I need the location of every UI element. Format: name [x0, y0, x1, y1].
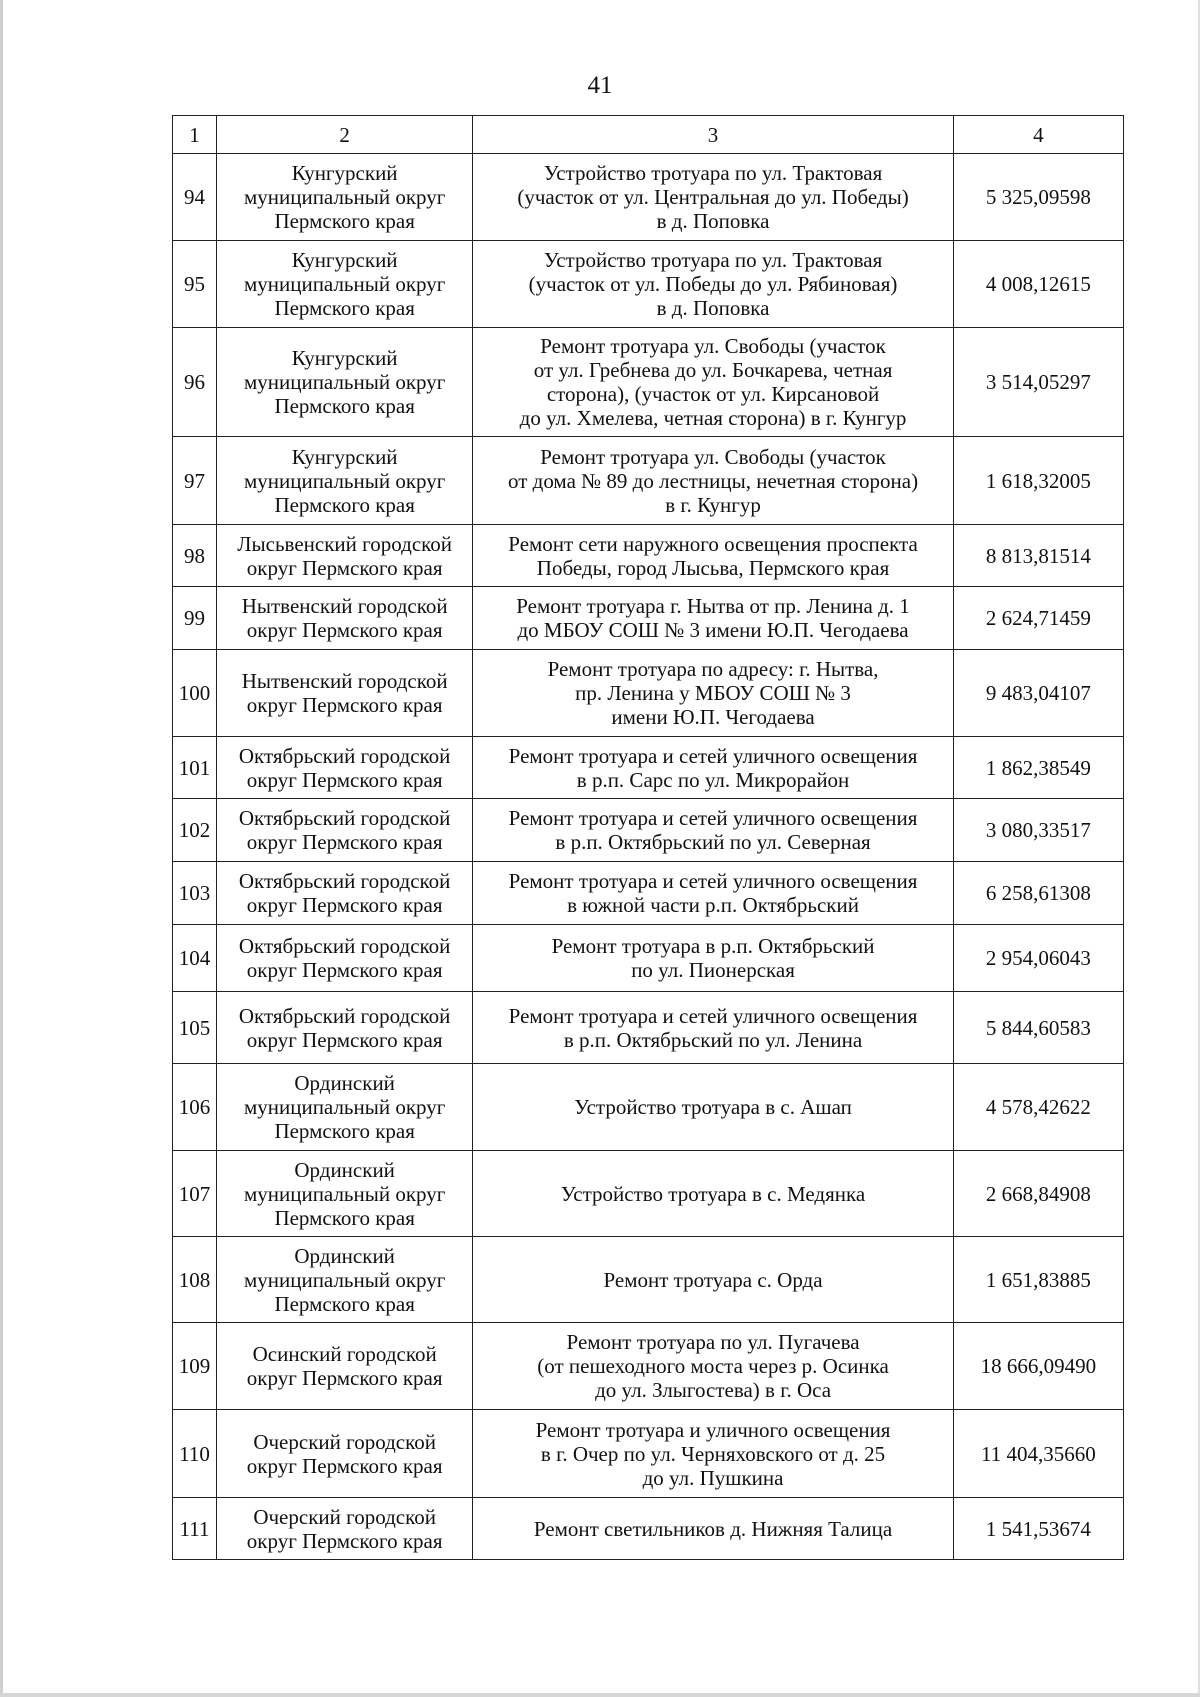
amount-cell: 1 541,53674: [953, 1498, 1123, 1560]
description-cell: [473, 737, 954, 799]
municipality-cell: [217, 328, 473, 437]
description-cell: [473, 241, 954, 328]
table-row: [173, 1498, 1124, 1560]
description-cell: [473, 799, 954, 862]
description-line: Ремонт сети наружного освещения проспекта: [508, 531, 918, 556]
description-cell: [473, 1151, 954, 1237]
municipality-line: муниципальный округ: [243, 468, 446, 493]
header-row: [173, 116, 1124, 154]
description-line: по ул. Пионерская: [631, 958, 795, 982]
description-line: до ул. Злыгостева) в г. Оса: [595, 1378, 832, 1402]
description-line: Ремонт тротуара и сетей уличного освещения: [508, 806, 918, 830]
description-line: от дома № 89 до лестницы, нечетная сторона): [507, 468, 919, 493]
municipality-line: Очерский городской: [253, 1429, 436, 1454]
municipality-cell: [217, 799, 473, 862]
table-row: [173, 1064, 1124, 1151]
description-line: до ул. Хмелева, четная сторона) в г. Кунгур: [519, 406, 907, 430]
description-line: Устройство тротуара по ул. Трактовая: [543, 161, 883, 185]
municipality-line: Пермского края: [274, 492, 415, 517]
row-number-cell: 98: [173, 525, 217, 587]
municipality-cell: [217, 650, 473, 737]
scan-edge-left: [0, 0, 3, 1697]
description-line: Ремонт тротуара с. Орда: [603, 1267, 823, 1292]
table-row: [173, 862, 1124, 925]
description-line: в р.п. Октябрьский по ул. Ленина: [563, 1027, 863, 1052]
description-cell: [473, 1498, 954, 1560]
municipality-line: Пермского края: [274, 1291, 415, 1316]
municipality-cell: [217, 862, 473, 925]
municipality-cell: [217, 737, 473, 799]
description-line: Устройство тротуара по ул. Трактовая: [543, 248, 883, 272]
amount-cell: 1 651,83885: [953, 1237, 1123, 1323]
description-line: Ремонт светильников д. Нижняя Талица: [533, 1516, 893, 1541]
table-row: [173, 241, 1124, 328]
description-cell: [473, 587, 954, 650]
municipality-line: Лысьвенский городской: [237, 531, 453, 556]
row-number-cell: 95: [173, 241, 217, 328]
amount-cell: 4 008,12615: [953, 241, 1123, 328]
description-line: в р.п. Сарс по ул. Микрорайон: [576, 767, 850, 792]
table-row: [173, 1410, 1124, 1498]
row-number-cell: 110: [173, 1410, 217, 1498]
municipality-cell: [217, 1323, 473, 1410]
municipality-cell: [217, 587, 473, 650]
description-line: до ул. Пушкина: [642, 1465, 784, 1490]
municipality-line: Пермского края: [274, 394, 415, 418]
header-cell-4: 4: [953, 116, 1123, 154]
amount-cell: 4 578,42622: [953, 1064, 1123, 1151]
description-line: от ул. Гребнева до ул. Бочкарева, четная: [533, 358, 893, 382]
description-line: в р.п. Октябрьский по ул. Северная: [555, 830, 871, 854]
table-body: [173, 116, 1124, 1560]
municipality-line: Кунгурский: [291, 444, 398, 469]
description-line: Ремонт тротуара по адресу: г. Нытва,: [547, 657, 879, 681]
municipality-line: округ Пермского края: [246, 958, 443, 982]
amount-cell: 1 862,38549: [953, 737, 1123, 799]
description-line: (участок от ул. Центральная до ул. Победы): [517, 185, 909, 209]
municipality-line: Пермского края: [274, 1119, 415, 1143]
municipality-line: округ Пермского края: [246, 1027, 443, 1052]
municipality-line: Кунгурский: [291, 248, 398, 272]
row-number-cell: 108: [173, 1237, 217, 1323]
description-cell: [473, 1064, 954, 1151]
municipality-line: Пермского края: [274, 209, 415, 233]
municipality-line: Ординский: [294, 1157, 395, 1182]
municipality-line: округ Пермского края: [246, 618, 443, 642]
row-number-cell: 105: [173, 992, 217, 1064]
municipality-cell: [217, 925, 473, 992]
description-line: Ремонт тротуара по ул. Пугачева: [566, 1330, 860, 1354]
table-row: [173, 154, 1124, 241]
municipality-line: Очерский городской: [253, 1504, 436, 1529]
amount-cell: 3 080,33517: [953, 799, 1123, 862]
municipality-line: округ Пермского края: [246, 767, 443, 792]
row-number-cell: 100: [173, 650, 217, 737]
municipality-line: Кунгурский: [291, 346, 398, 370]
municipality-cell: [217, 1064, 473, 1151]
municipality-line: Октябрьский городской: [238, 743, 451, 768]
description-cell: [473, 1410, 954, 1498]
description-line: Устройство тротуара в с. Ашап: [574, 1095, 852, 1119]
table-row: [173, 1151, 1124, 1237]
municipality-line: округ Пермского края: [246, 830, 443, 854]
municipality-cell: [217, 1237, 473, 1323]
description-line: (участок от ул. Победы до ул. Рябиновая): [528, 272, 898, 296]
row-number-cell: 99: [173, 587, 217, 650]
municipality-line: округ Пермского края: [246, 1528, 443, 1553]
header-cell-1: 1: [173, 116, 217, 154]
municipality-cell: [217, 1498, 473, 1560]
table-row: [173, 328, 1124, 437]
amount-cell: 2 668,84908: [953, 1151, 1123, 1237]
municipality-cell: [217, 1151, 473, 1237]
amount-cell: 9 483,04107: [953, 650, 1123, 737]
row-number-cell: 106: [173, 1064, 217, 1151]
description-line: имени Ю.П. Чегодаева: [611, 705, 815, 729]
amount-cell: 18 666,09490: [953, 1323, 1123, 1410]
description-cell: [473, 992, 954, 1064]
description-cell: [473, 1323, 954, 1410]
row-number-cell: 104: [173, 925, 217, 992]
row-number-cell: 94: [173, 154, 217, 241]
table-row: [173, 437, 1124, 525]
page-number: 41: [587, 72, 613, 99]
municipality-line: Нытвенский городской: [241, 669, 448, 693]
description-line: в д. Поповка: [656, 209, 770, 233]
amount-cell: 2 954,06043: [953, 925, 1123, 992]
municipality-line: Кунгурский: [291, 161, 398, 185]
amount-cell: 11 404,35660: [953, 1410, 1123, 1498]
description-line: Ремонт тротуара и сетей уличного освещения: [508, 743, 918, 768]
description-cell: [473, 1237, 954, 1323]
amount-cell: 1 618,32005: [953, 437, 1123, 525]
description-line: пр. Ленина у МБОУ СОШ № 3: [575, 681, 851, 705]
municipality-line: округ Пермского края: [246, 1366, 443, 1390]
row-number-cell: 97: [173, 437, 217, 525]
row-number-cell: 109: [173, 1323, 217, 1410]
row-number-cell: 96: [173, 328, 217, 437]
description-cell: [473, 650, 954, 737]
description-line: в д. Поповка: [656, 296, 770, 320]
municipality-cell: [217, 525, 473, 587]
description-line: Ремонт тротуара в р.п. Октябрьский: [551, 934, 875, 958]
amount-cell: 5 325,09598: [953, 154, 1123, 241]
municipality-line: Осинский городской: [252, 1342, 437, 1366]
description-cell: [473, 328, 954, 437]
municipality-line: Ординский: [294, 1071, 395, 1095]
municipality-line: муниципальный округ: [243, 1267, 446, 1292]
municipality-line: муниципальный округ: [243, 1095, 446, 1119]
table-row: [173, 799, 1124, 862]
municipality-line: округ Пермского края: [246, 693, 443, 717]
municipality-line: округ Пермского края: [246, 1453, 443, 1478]
municipality-line: округ Пермского края: [246, 893, 443, 917]
table-row: [173, 1237, 1124, 1323]
description-line: (от пешеходного моста через р. Осинка: [537, 1354, 889, 1378]
header-cell-2: 2: [217, 116, 473, 154]
description-line: в южной части р.п. Октябрьский: [567, 893, 859, 917]
description-line: Устройство тротуара в с. Медянка: [560, 1181, 866, 1206]
description-line: Ремонт тротуара г. Нытва от пр. Ленина д. 1: [516, 594, 910, 618]
description-line: Ремонт тротуара ул. Свободы (участок: [540, 444, 886, 469]
description-cell: [473, 437, 954, 525]
amount-cell: 5 844,60583: [953, 992, 1123, 1064]
description-line: Ремонт тротуара и сетей уличного освещения: [508, 869, 918, 893]
row-number-cell: 111: [173, 1498, 217, 1560]
description-line: до МБОУ СОШ № 3 имени Ю.П. Чегодаева: [517, 618, 909, 642]
amount-cell: 3 514,05297: [953, 328, 1123, 437]
description-line: в г. Очер по ул. Черняховского от д. 25: [540, 1441, 886, 1466]
municipality-line: муниципальный округ: [243, 370, 446, 394]
description-cell: [473, 925, 954, 992]
municipality-line: Октябрьский городской: [238, 869, 451, 893]
municipality-cell: [217, 241, 473, 328]
row-number-cell: 103: [173, 862, 217, 925]
description-line: Ремонт тротуара ул. Свободы (участок: [540, 334, 886, 358]
municipality-line: Пермского края: [274, 296, 415, 320]
municipality-line: Пермского края: [274, 1205, 415, 1230]
municipality-line: муниципальный округ: [243, 185, 446, 209]
table-row: [173, 650, 1124, 737]
header-cell-3: 3: [473, 116, 954, 154]
description-line: Ремонт тротуара и уличного освещения: [535, 1417, 891, 1442]
description-cell: [473, 525, 954, 587]
municipality-cell: [217, 1410, 473, 1498]
municipality-cell: [217, 992, 473, 1064]
description-line: сторона), (участок от ул. Кирсановой: [546, 382, 880, 406]
table-row: [173, 1323, 1124, 1410]
municipality-line: Октябрьский городской: [238, 806, 451, 830]
table-row: [173, 587, 1124, 650]
municipality-line: Октябрьский городской: [238, 934, 451, 958]
row-number-cell: 107: [173, 1151, 217, 1237]
scan-edge-bottom: [0, 1693, 1200, 1697]
municipality-line: Октябрьский городской: [238, 1003, 451, 1028]
municipality-line: Ординский: [294, 1243, 395, 1268]
table-row: [173, 737, 1124, 799]
row-number-cell: 102: [173, 799, 217, 862]
description-line: в г. Кунгур: [665, 492, 761, 517]
amount-cell: 6 258,61308: [953, 862, 1123, 925]
table-row: [173, 525, 1124, 587]
row-number-cell: 101: [173, 737, 217, 799]
projects-table: [172, 115, 1124, 1560]
description-line: Победы, город Лысьва, Пермского края: [536, 555, 890, 580]
table-row: [173, 992, 1124, 1064]
amount-cell: 2 624,71459: [953, 587, 1123, 650]
municipality-line: округ Пермского края: [246, 555, 443, 580]
municipality-line: муниципальный округ: [243, 272, 446, 296]
table-row: [173, 925, 1124, 992]
description-line: Ремонт тротуара и сетей уличного освещения: [508, 1003, 918, 1028]
municipality-cell: [217, 154, 473, 241]
description-cell: [473, 154, 954, 241]
amount-cell: 8 813,81514: [953, 525, 1123, 587]
municipality-cell: [217, 437, 473, 525]
municipality-line: Нытвенский городской: [241, 594, 448, 618]
municipality-line: муниципальный округ: [243, 1181, 446, 1206]
description-cell: [473, 862, 954, 925]
